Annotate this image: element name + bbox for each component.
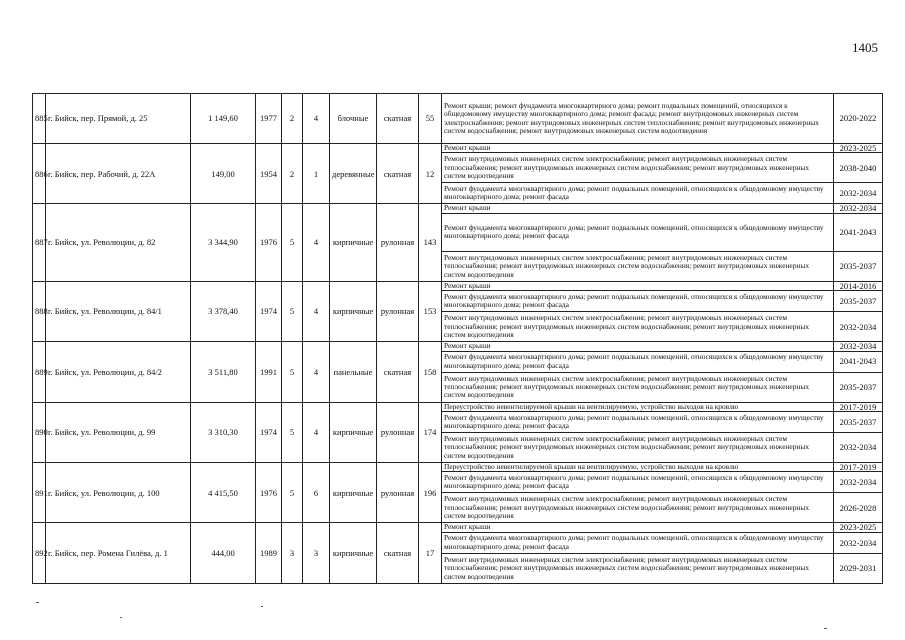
work-period-cell: 2032-2034 xyxy=(834,472,883,493)
area-cell: 149,00 xyxy=(191,144,256,204)
floors-cell: 5 xyxy=(282,342,303,402)
work-period-cell: 2032-2034 xyxy=(834,532,883,553)
work-period-cell: 2032-2034 xyxy=(834,204,883,213)
work-description-cell: Ремонт фундамента многоквартирного дома; ремонт подвальных помещений, относящихся к общедомовому имуществу многоквартирного дома; ремонт фасада xyxy=(442,291,834,312)
wall-material-cell: панельные xyxy=(330,342,377,402)
address-cell: г. Бийск, ул. Революции, д. 99 xyxy=(46,402,191,462)
address-cell: г. Бийск, ул. Революции, д. 84/2 xyxy=(46,342,191,402)
floors-cell: 5 xyxy=(282,281,303,341)
apartments-cell: 158 xyxy=(419,342,442,402)
work-period-cell: 2038-2040 xyxy=(834,153,883,183)
entrances-cell: 4 xyxy=(303,402,330,462)
year-cell: 1974 xyxy=(256,281,282,341)
roof-type-cell: скатная xyxy=(377,342,419,402)
work-description-cell: Переустройство невентилируемой крыши на вентилируемую, устройство выходов на кровлю xyxy=(442,402,834,411)
row-number: 892 xyxy=(33,523,46,583)
floors-cell: 5 xyxy=(282,463,303,523)
wall-material-cell: кирпичные xyxy=(330,204,377,281)
roof-type-cell: скатная xyxy=(377,144,419,204)
floors-cell: 2 xyxy=(282,94,303,144)
area-cell: 444,00 xyxy=(191,523,256,583)
table-row xyxy=(33,281,883,290)
work-period-cell: 2032-2034 xyxy=(834,183,883,204)
work-period-cell: 2041-2043 xyxy=(834,213,883,251)
work-period-cell: 2032-2034 xyxy=(834,433,883,463)
address-cell: г. Бийск, ул. Революции, д. 84/1 xyxy=(46,281,191,341)
row-number: 890 xyxy=(33,402,46,462)
entrances-cell: 1 xyxy=(303,144,330,204)
floors-cell: 5 xyxy=(282,402,303,462)
address-cell: г. Бийск, пер. Ромена Гилёва, д. 1 xyxy=(46,523,191,583)
work-description-cell: Ремонт внутридомовых инженерных систем электроснабжения; ремонт внутридомовых инженерных систем теплоснабжения; ремонт внутридомовых инженерных систем водоснабжения; ремонт внутридомовых инженерных систем водоотведения xyxy=(442,251,834,281)
scan-artifact xyxy=(261,606,263,607)
wall-material-cell: кирпичные xyxy=(330,523,377,583)
wall-material-cell: кирпичные xyxy=(330,281,377,341)
year-cell: 1954 xyxy=(256,144,282,204)
work-description-cell: Ремонт крыши; ремонт фундамента многоквартирного дома; ремонт подвальных помещений, относящихся к общедомовому имуществу многоквартирного дома; ремонт фасада; ремонт внутридомовых инженерных систем электроснабжения; ремонт внутридомовых инженерных систем теплоснабжения; ремонт внутридомовых инженерных систем водоснабжения; ремонт внутридомовых инженерных систем водоотведения xyxy=(442,94,834,144)
area-cell: 3 511,80 xyxy=(191,342,256,402)
apartments-cell: 55 xyxy=(419,94,442,144)
year-cell: 1976 xyxy=(256,463,282,523)
year-cell: 1976 xyxy=(256,204,282,281)
floors-cell: 5 xyxy=(282,204,303,281)
table-row xyxy=(33,204,883,213)
row-number: 885 xyxy=(33,94,46,144)
work-period-cell: 2041-2043 xyxy=(834,351,883,372)
entrances-cell: 3 xyxy=(303,523,330,583)
work-period-cell: 2032-2034 xyxy=(834,312,883,342)
work-description-cell: Ремонт фундамента многоквартирного дома; ремонт подвальных помещений, относящихся к общедомовому имуществу многоквартирного дома; ремонт фасада xyxy=(442,532,834,553)
apartments-cell: 143 xyxy=(419,204,442,281)
year-cell: 1977 xyxy=(256,94,282,144)
year-cell: 1974 xyxy=(256,402,282,462)
work-period-cell: 2020-2022 xyxy=(834,94,883,144)
work-description-cell: Ремонт крыши xyxy=(442,204,834,213)
area-cell: 1 149,60 xyxy=(191,94,256,144)
work-period-cell: 2035-2037 xyxy=(834,412,883,433)
scan-artifact xyxy=(120,617,122,618)
page-number: 1405 xyxy=(852,40,878,55)
work-period-cell: 2017-2019 xyxy=(834,463,883,472)
work-description-cell: Ремонт крыши xyxy=(442,342,834,351)
row-number: 887 xyxy=(33,204,46,281)
area-cell: 3 378,40 xyxy=(191,281,256,341)
work-description-cell: Переустройство невентилируемой крыши на вентилируемую, устройство выходов на кровлю xyxy=(442,463,834,472)
entrances-cell: 6 xyxy=(303,463,330,523)
work-period-cell: 2029-2031 xyxy=(834,553,883,583)
work-description-cell: Ремонт внутридомовых инженерных систем электроснабжения; ремонт внутридомовых инженерных систем теплоснабжения; ремонт внутридомовых инженерных систем водоснабжения; ремонт внутридомовых инженерных систем водоотведения xyxy=(442,433,834,463)
work-description-cell: Ремонт внутридомовых инженерных систем электроснабжения; ремонт внутридомовых инженерных систем теплоснабжения; ремонт внутридомовых инженерных систем водоснабжения; ремонт внутридомовых инженерных систем водоотведения xyxy=(442,312,834,342)
roof-type-cell: рулонная xyxy=(377,281,419,341)
table-row xyxy=(33,523,883,532)
apartments-cell: 174 xyxy=(419,402,442,462)
wall-material-cell: деревянные xyxy=(330,144,377,204)
roof-type-cell: скатная xyxy=(377,523,419,583)
table-row xyxy=(33,94,883,144)
work-period-cell: 2026-2028 xyxy=(834,493,883,523)
work-description-cell: Ремонт крыши xyxy=(442,144,834,153)
apartments-cell: 12 xyxy=(419,144,442,204)
work-period-cell: 2035-2037 xyxy=(834,251,883,281)
work-period-cell: 2014-2016 xyxy=(834,281,883,290)
work-description-cell: Ремонт фундамента многоквартирного дома; ремонт подвальных помещений, относящихся к общедомовому имуществу многоквартирного дома; ремонт фасада xyxy=(442,351,834,372)
area-cell: 3 344,90 xyxy=(191,204,256,281)
scan-artifact xyxy=(824,628,827,629)
floors-cell: 3 xyxy=(282,523,303,583)
apartments-cell: 196 xyxy=(419,463,442,523)
work-description-cell: Ремонт внутридомовых инженерных систем электроснабжения; ремонт внутридомовых инженерных систем теплоснабжения; ремонт внутридомовых инженерных систем водоснабжения; ремонт внутридомовых инженерных систем водоотведения xyxy=(442,553,834,583)
table-row xyxy=(33,402,883,411)
work-period-cell: 2017-2019 xyxy=(834,402,883,411)
work-description-cell: Ремонт фундамента многоквартирного дома; ремонт подвальных помещений, относящихся к общедомовому имуществу многоквартирного дома; ремонт фасада xyxy=(442,183,834,204)
row-number: 888 xyxy=(33,281,46,341)
wall-material-cell: кирпичные xyxy=(330,463,377,523)
roof-type-cell: рулонная xyxy=(377,463,419,523)
row-number: 889 xyxy=(33,342,46,402)
floors-cell: 2 xyxy=(282,144,303,204)
table-row xyxy=(33,463,883,472)
entrances-cell: 4 xyxy=(303,281,330,341)
table-row xyxy=(33,342,883,351)
work-description-cell: Ремонт фундамента многоквартирного дома; ремонт подвальных помещений, относящихся к общедомовому имуществу многоквартирного дома; ремонт фасада xyxy=(442,412,834,433)
wall-material-cell: кирпичные xyxy=(330,402,377,462)
work-description-cell: Ремонт крыши xyxy=(442,523,834,532)
work-description-cell: Ремонт фундамента многоквартирного дома; ремонт подвальных помещений, относящихся к общедомовому имуществу многоквартирного дома; ремонт фасада xyxy=(442,213,834,251)
work-description-cell: Ремонт внутридомовых инженерных систем электроснабжения; ремонт внутридомовых инженерных систем теплоснабжения; ремонт внутридомовых инженерных систем водоснабжения; ремонт внутридомовых инженерных систем водоотведения xyxy=(442,372,834,402)
row-number: 886 xyxy=(33,144,46,204)
year-cell: 1989 xyxy=(256,523,282,583)
scan-artifact xyxy=(36,602,39,603)
work-period-cell: 2023-2025 xyxy=(834,523,883,532)
work-period-cell: 2035-2037 xyxy=(834,291,883,312)
work-description-cell: Ремонт внутридомовых инженерных систем электроснабжения; ремонт внутридомовых инженерных систем теплоснабжения; ремонт внутридомовых инженерных систем водоснабжения; ремонт внутридомовых инженерных систем водоотведения xyxy=(442,493,834,523)
work-description-cell: Ремонт крыши xyxy=(442,281,834,290)
address-cell: г. Бийск, пер. Рабочий, д. 22А xyxy=(46,144,191,204)
entrances-cell: 4 xyxy=(303,204,330,281)
address-cell: г. Бийск, ул. Революции, д. 82 xyxy=(46,204,191,281)
repair-schedule-table xyxy=(32,93,883,584)
work-description-cell: Ремонт внутридомовых инженерных систем электроснабжения; ремонт внутридомовых инженерных систем теплоснабжения; ремонт внутридомовых инженерных систем водоснабжения; ремонт внутридомовых инженерных систем водоотведения xyxy=(442,153,834,183)
work-period-cell: 2032-2034 xyxy=(834,342,883,351)
roof-type-cell: рулонная xyxy=(377,402,419,462)
address-cell: г. Бийск, пер. Прямой, д. 25 xyxy=(46,94,191,144)
row-number: 891 xyxy=(33,463,46,523)
work-period-cell: 2023-2025 xyxy=(834,144,883,153)
roof-type-cell: рулонная xyxy=(377,204,419,281)
year-cell: 1991 xyxy=(256,342,282,402)
apartments-cell: 17 xyxy=(419,523,442,583)
work-period-cell: 2035-2037 xyxy=(834,372,883,402)
area-cell: 3 310,30 xyxy=(191,402,256,462)
table-row xyxy=(33,144,883,153)
wall-material-cell: блочные xyxy=(330,94,377,144)
apartments-cell: 153 xyxy=(419,281,442,341)
work-description-cell: Ремонт фундамента многоквартирного дома; ремонт подвальных помещений, относящихся к общедомовому имуществу многоквартирного дома; ремонт фасада xyxy=(442,472,834,493)
area-cell: 4 415,50 xyxy=(191,463,256,523)
entrances-cell: 4 xyxy=(303,342,330,402)
address-cell: г. Бийск, ул. Революции, д. 100 xyxy=(46,463,191,523)
entrances-cell: 4 xyxy=(303,94,330,144)
roof-type-cell: скатная xyxy=(377,94,419,144)
